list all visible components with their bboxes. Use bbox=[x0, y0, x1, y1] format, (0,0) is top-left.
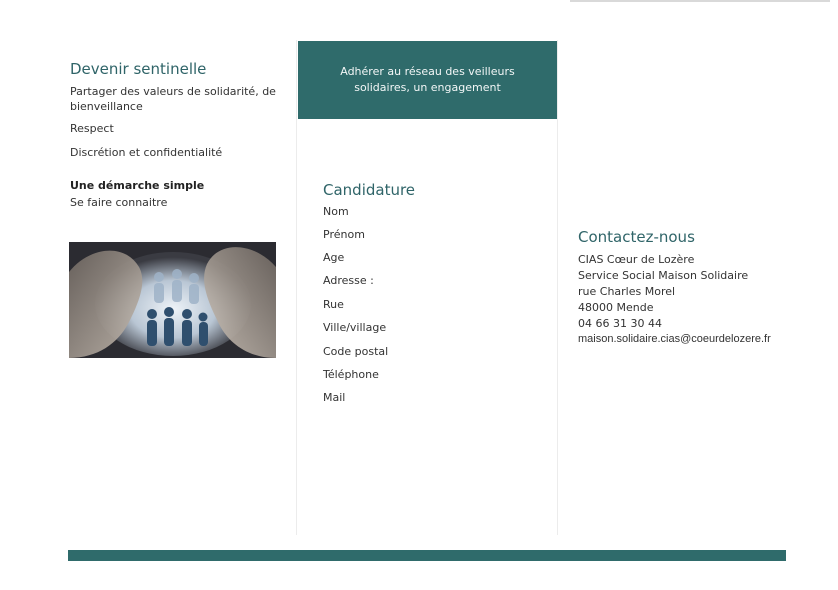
field-label-age: Age bbox=[323, 251, 345, 264]
field-label-postal-code: Code postal bbox=[323, 345, 389, 358]
text-respect: Respect bbox=[70, 122, 114, 135]
subtitle-simple-process: Une démarche simple bbox=[70, 179, 205, 192]
contact-organization: CIAS Cœur de Lozère bbox=[578, 253, 695, 266]
text-discretion: Discrétion et confidentialité bbox=[70, 146, 223, 159]
field-label-name: Nom bbox=[323, 205, 349, 218]
contact-email: maison.solidaire.cias@coeurdelozere.fr bbox=[578, 333, 771, 345]
contact-city: 48000 Mende bbox=[578, 301, 654, 314]
field-label-city: Ville/village bbox=[323, 321, 387, 334]
section-title-application: Candidature bbox=[323, 181, 416, 199]
text-values: Partager des valeurs de solidarité, de bienveillance bbox=[70, 85, 276, 113]
contact-street: rue Charles Morel bbox=[578, 285, 676, 298]
hands-protecting-people-image bbox=[69, 242, 276, 358]
field-label-street: Rue bbox=[323, 298, 344, 311]
field-label-firstname: Prénom bbox=[323, 228, 365, 241]
section-title-sentinel: Devenir sentinelle bbox=[70, 60, 207, 78]
field-label-address: Adresse : bbox=[323, 274, 374, 287]
field-label-phone: Téléphone bbox=[323, 368, 379, 381]
text-make-known: Se faire connaitre bbox=[70, 196, 168, 209]
fold-line-right bbox=[557, 40, 558, 535]
fold-line-left bbox=[296, 40, 297, 535]
footer-bar bbox=[68, 550, 786, 561]
section-title-contact: Contactez-nous bbox=[578, 228, 695, 246]
field-label-mail: Mail bbox=[323, 391, 346, 404]
scan-edge bbox=[570, 0, 830, 2]
membership-banner: Adhérer au réseau des veilleurs solidaires, un engagement bbox=[298, 41, 557, 119]
contact-service: Service Social Maison Solidaire bbox=[578, 269, 749, 282]
contact-phone: 04 66 31 30 44 bbox=[578, 317, 662, 330]
